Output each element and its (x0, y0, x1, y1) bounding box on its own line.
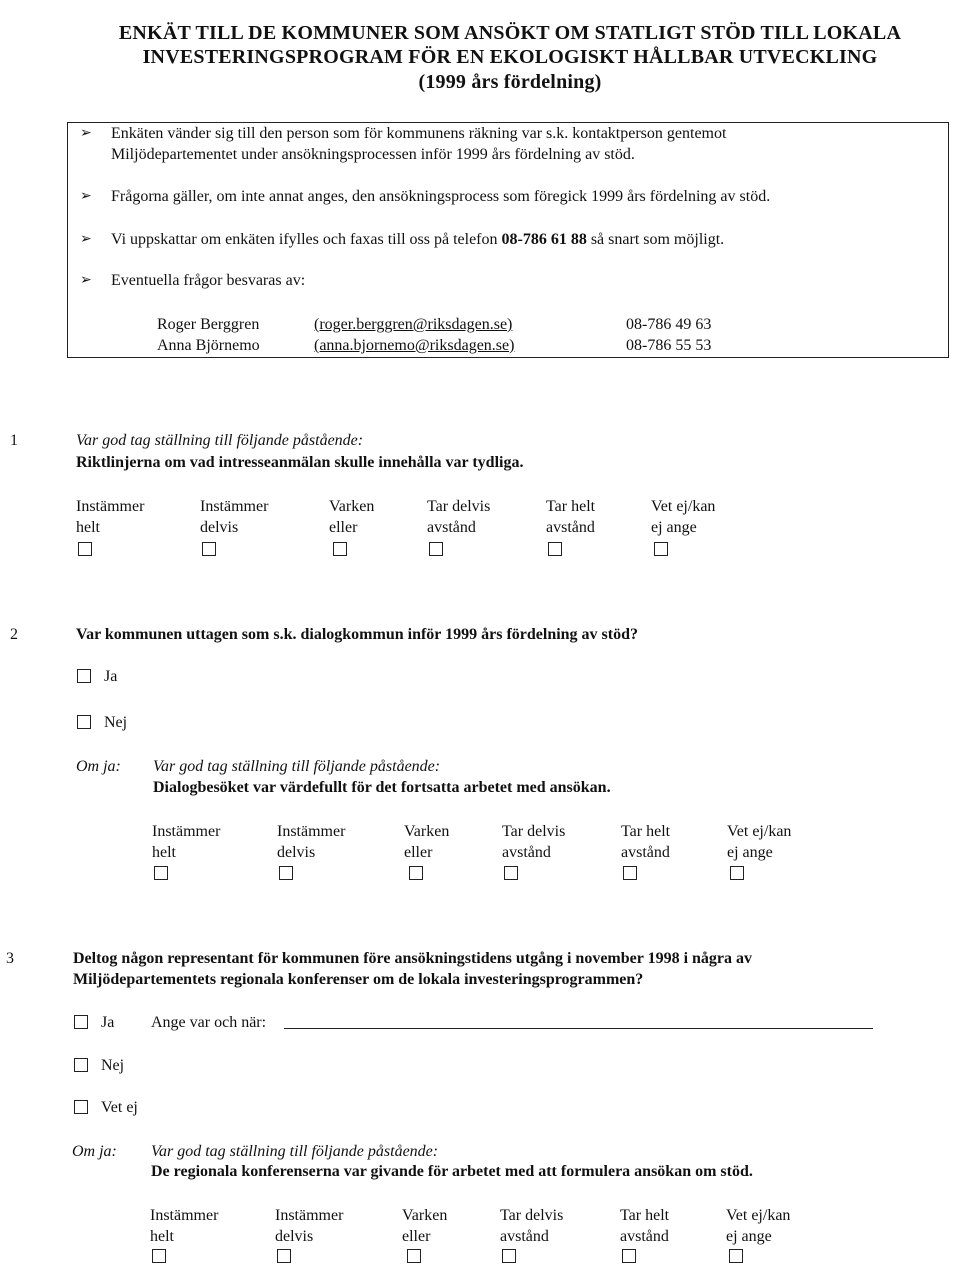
q3-option-ja: Ja (101, 1014, 115, 1031)
scale-label: Tar delvis avstånd (427, 498, 491, 536)
scale-label: Tar helt avstånd (546, 498, 596, 536)
q2-checkbox-tar-helt-avstand[interactable] (623, 866, 637, 880)
q1-checkbox-instammer-helt[interactable] (78, 542, 92, 556)
q3-option-nej: Nej (101, 1057, 125, 1074)
scale-label: Vet ej/kan ej ange (726, 1207, 791, 1245)
question-statement: De regionala konferenserna var givande för arbetet med att formulera ansökan om stöd. (151, 1163, 753, 1180)
scale-label: Tar delvis avstånd (500, 1207, 564, 1245)
contact-name: Anna Björnemo (157, 337, 260, 354)
info-bullet-1-line-1: Enkäten vänder sig till den person som för kommunens räkning var s.k. kontaktperson gentemot (111, 125, 727, 142)
question-text-line-1: Deltog någon representant för kommunen före ansökningstidens utgång i november 1998 i några av (73, 950, 753, 967)
question-number: 3 (6, 950, 14, 967)
q3-checkbox-ja[interactable] (74, 1015, 88, 1029)
q2-option-ja: Ja (104, 668, 118, 685)
q3-checkbox-vet-ej[interactable] (74, 1100, 88, 1114)
ange-var-och-nar-label: Ange var och när: (151, 1014, 267, 1031)
scale-label: Varken eller (402, 1207, 448, 1245)
arrow-bullet-icon: ➢ (80, 273, 92, 288)
page-title-line-1: ENKÄT TILL DE KOMMUNER SOM ANSÖKT OM STATLIGT STÖD TILL LOKALA (118, 22, 902, 44)
q2-option-nej: Nej (104, 714, 128, 731)
q2-checkbox-varken-eller[interactable] (409, 866, 423, 880)
scale-label: Varken eller (329, 498, 375, 536)
q3-checkbox-tar-helt-avstand[interactable] (622, 1249, 636, 1263)
info-bullet-1-line-2: Miljödepartementet under ansökningsprocessen inför 1999 års fördelning av stöd. (111, 146, 635, 163)
info-bullet-4: Eventuella frågor besvaras av: (111, 272, 306, 289)
scale-label: Instämmer helt (150, 1207, 219, 1245)
scale-label: Tar helt avstånd (620, 1207, 670, 1245)
q2-checkbox-ja[interactable] (77, 669, 91, 683)
q1-checkbox-tar-helt-avstand[interactable] (548, 542, 562, 556)
q3-checkbox-nej[interactable] (74, 1058, 88, 1072)
fax-number: 08-786 61 88 (501, 231, 587, 248)
q1-checkbox-vet-ej[interactable] (654, 542, 668, 556)
arrow-bullet-icon: ➢ (80, 189, 92, 204)
scale-label: Instämmer helt (76, 498, 145, 536)
scale-label: Instämmer delvis (277, 823, 346, 861)
scale-label: Tar delvis avstånd (502, 823, 566, 861)
contact-phone: 08-786 49 63 (626, 316, 712, 333)
q1-checkbox-instammer-delvis[interactable] (202, 542, 216, 556)
question-statement: Riktlinjerna om vad intresseanmälan skulle innehålla var tydliga. (76, 454, 524, 471)
ange-var-och-nar-line[interactable] (284, 1028, 873, 1029)
page-title-line-2: INVESTERINGSPROGRAM FÖR EN EKOLOGISKT HÅLLBAR UTVECKLING (142, 46, 878, 68)
q3-checkbox-instammer-helt[interactable] (152, 1249, 166, 1263)
contact-phone: 08-786 55 53 (626, 337, 712, 354)
om-ja-label: Om ja: (76, 758, 121, 775)
question-text: Var kommunen uttagen som s.k. dialogkommun inför 1999 års fördelning av stöd? (76, 626, 639, 643)
question-text-line-2: Miljödepartementets regionala konferenser om de lokala investeringsprogrammen? (73, 971, 644, 988)
question-prompt: Var god tag ställning till följande påstående: (151, 1143, 439, 1160)
arrow-bullet-icon: ➢ (80, 232, 92, 247)
q1-checkbox-varken-eller[interactable] (333, 542, 347, 556)
q3-checkbox-vet-ej[interactable] (729, 1249, 743, 1263)
info-bullet-3-text: Vi uppskattar om enkäten ifylles och faxas till oss på telefon (111, 231, 502, 248)
info-bullet-3-tail: så snart som möjligt. (586, 231, 725, 248)
page-subtitle: (1999 års fördelning) (418, 71, 602, 93)
q2-checkbox-vet-ej[interactable] (730, 866, 744, 880)
scale-label: Instämmer delvis (200, 498, 269, 536)
q2-checkbox-tar-delvis-avstand[interactable] (504, 866, 518, 880)
q3-checkbox-varken-eller[interactable] (407, 1249, 421, 1263)
om-ja-label: Om ja: (72, 1143, 117, 1160)
contact-name: Roger Berggren (157, 316, 260, 333)
scale-label: Varken eller (404, 823, 450, 861)
contact-email[interactable]: (anna.bjornemo@riksdagen.se) (314, 337, 515, 354)
question-number: 1 (10, 432, 18, 449)
arrow-bullet-icon: ➢ (80, 126, 92, 141)
q2-checkbox-nej[interactable] (77, 715, 91, 729)
q3-checkbox-tar-delvis-avstand[interactable] (502, 1249, 516, 1263)
question-number: 2 (10, 626, 18, 643)
info-bullet-2: Frågorna gäller, om inte annat anges, den ansökningsprocess som föregick 1999 års fördelning av stöd. (111, 188, 771, 205)
q3-checkbox-instammer-delvis[interactable] (277, 1249, 291, 1263)
scale-label: Instämmer helt (152, 823, 221, 861)
question-statement: Dialogbesöket var värdefullt för det fortsatta arbetet med ansökan. (153, 779, 611, 796)
q2-checkbox-instammer-delvis[interactable] (279, 866, 293, 880)
q1-checkbox-tar-delvis-avstand[interactable] (429, 542, 443, 556)
question-prompt: Var god tag ställning till följande påstående: (153, 758, 441, 775)
scale-label: Vet ej/kan ej ange (651, 498, 716, 536)
scale-label: Vet ej/kan ej ange (727, 823, 792, 861)
scale-label: Tar helt avstånd (621, 823, 671, 861)
q3-option-vet-ej: Vet ej (101, 1099, 138, 1116)
info-bullet-3 (111, 230, 724, 250)
scale-label: Instämmer delvis (275, 1207, 344, 1245)
question-prompt: Var god tag ställning till följande påstående: (76, 432, 364, 449)
q2-checkbox-instammer-helt[interactable] (154, 866, 168, 880)
contact-email[interactable]: (roger.berggren@riksdagen.se) (314, 316, 513, 333)
